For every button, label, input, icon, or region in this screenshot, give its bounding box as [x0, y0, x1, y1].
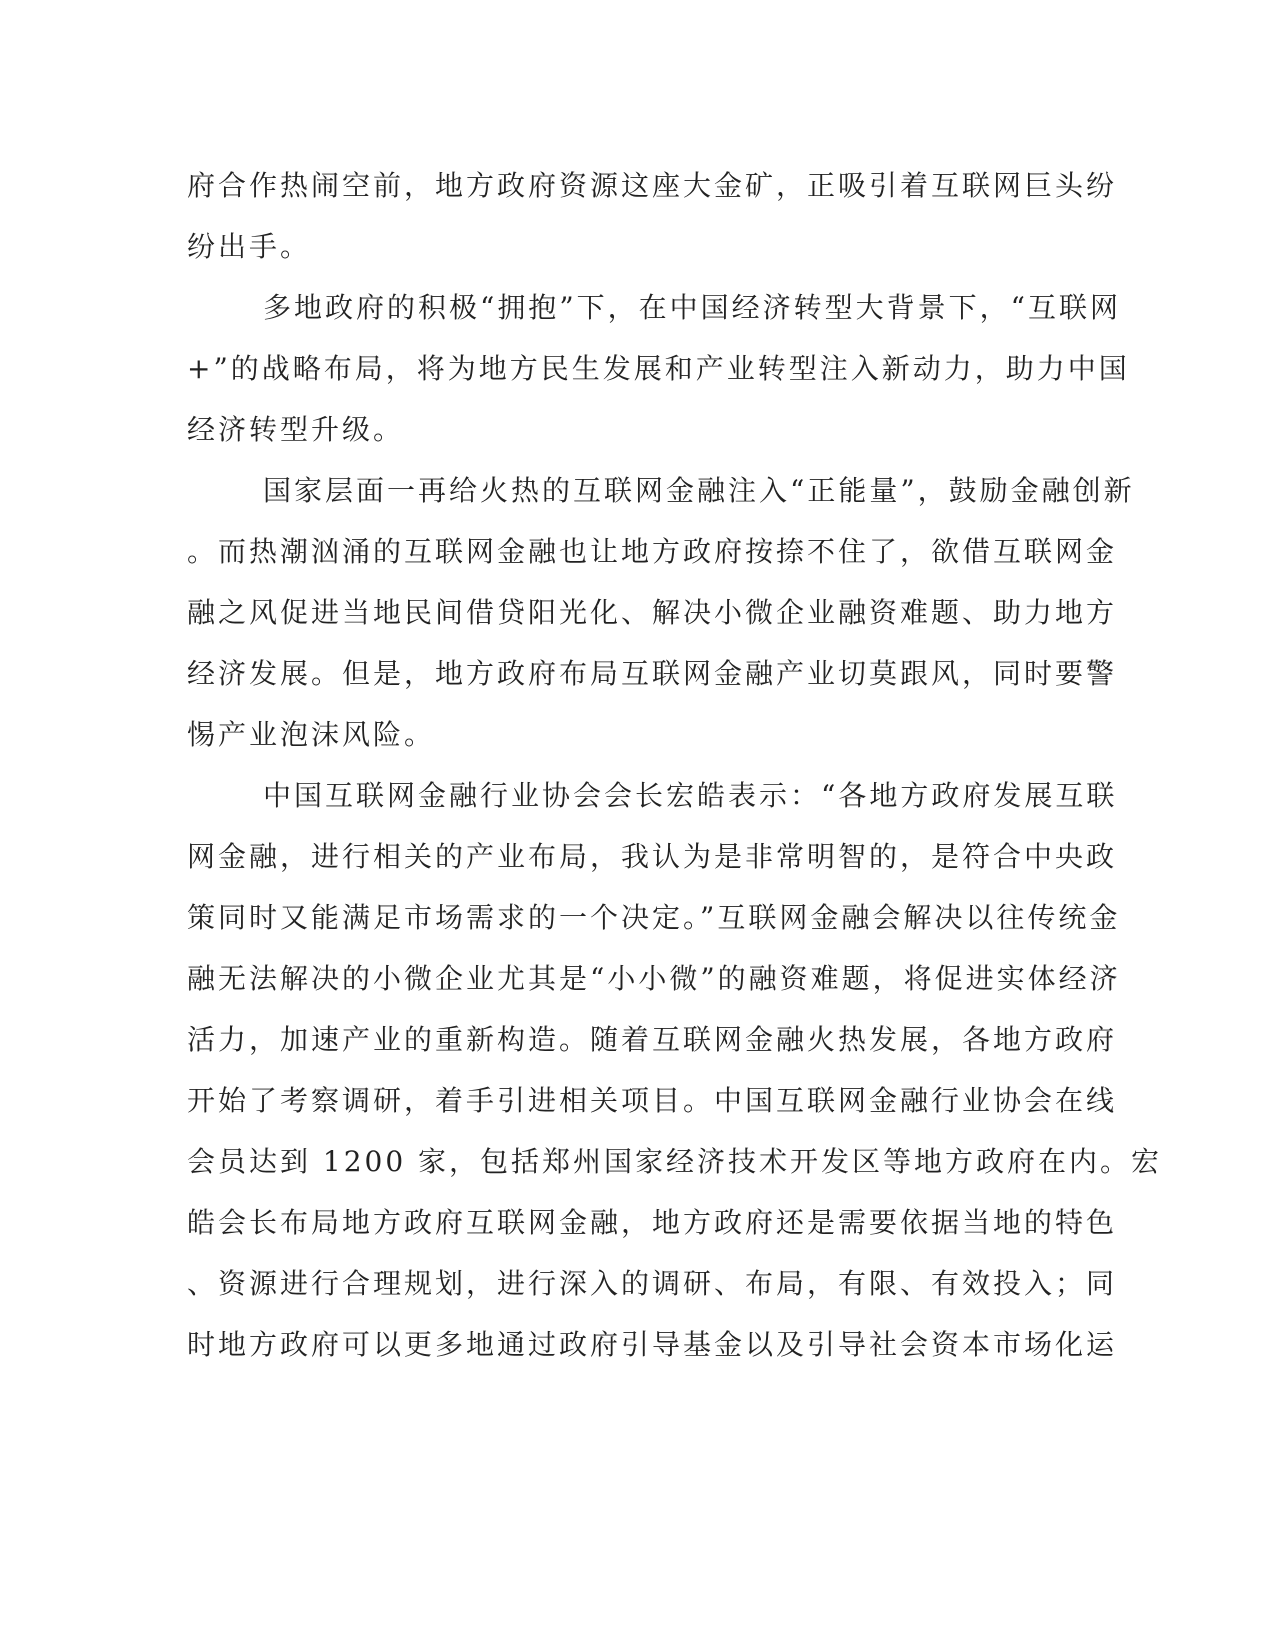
text-line: 惕产业泡沫风险。	[187, 718, 436, 751]
text-line: 府合作热闹空前，地方政府资源这座大金矿，正吸引着互联网巨头纷	[187, 169, 1118, 202]
paragraph-start-line: 中国互联网金融行业协会会长宏皓表示：“各地方政府发展互联	[263, 779, 1118, 812]
text-line: 、资源进行合理规划，进行深入的调研、布局，有限、有效投入；同	[187, 1267, 1118, 1300]
text-line: 活力，加速产业的重新构造。随着互联网金融火热发展，各地方政府	[187, 1023, 1118, 1056]
text-line: 开始了考察调研，着手引进相关项目。中国互联网金融行业协会在线	[187, 1084, 1118, 1117]
text-line: +”的战略布局，将为地方民生发展和产业转型注入新动力，助力中国	[187, 352, 1130, 385]
text-line: 策同时又能满足市场需求的一个决定。”互联网金融会解决以往传统金	[187, 901, 1121, 934]
text-line: 会员达到 1200 家，包括郑州国家经济技术开发区等地方政府在内。宏	[187, 1145, 1163, 1178]
text-line: 融无法解决的小微企业尤其是“小小微”的融资难题，将促进实体经济	[187, 962, 1121, 995]
text-line: 皓会长布局地方政府互联网金融，地方政府还是需要依据当地的特色	[187, 1206, 1118, 1239]
text-line: 纷出手。	[187, 230, 312, 263]
paragraph-start-line: 国家层面一再给火热的互联网金融注入“正能量”，鼓励金融创新	[263, 474, 1135, 507]
text-line: 经济发展。但是，地方政府布局互联网金融产业切莫跟风，同时要警	[187, 657, 1118, 690]
text-line: 时地方政府可以更多地通过政府引导基金以及引导社会资本市场化运	[187, 1328, 1118, 1361]
text-line: 融之风促进当地民间借贷阳光化、解决小微企业融资难题、助力地方	[187, 596, 1118, 629]
body-text	[187, 155, 1163, 1375]
text-line: 。而热潮汹涌的互联网金融也让地方政府按捺不住了，欲借互联网金	[187, 535, 1118, 568]
text-line: 网金融，进行相关的产业布局，我认为是非常明智的，是符合中央政	[187, 840, 1118, 873]
paragraph-start-line: 多地政府的积极“拥抱”下，在中国经济转型大背景下，“互联网	[263, 291, 1121, 324]
text-line: 经济转型升级。	[187, 413, 405, 446]
